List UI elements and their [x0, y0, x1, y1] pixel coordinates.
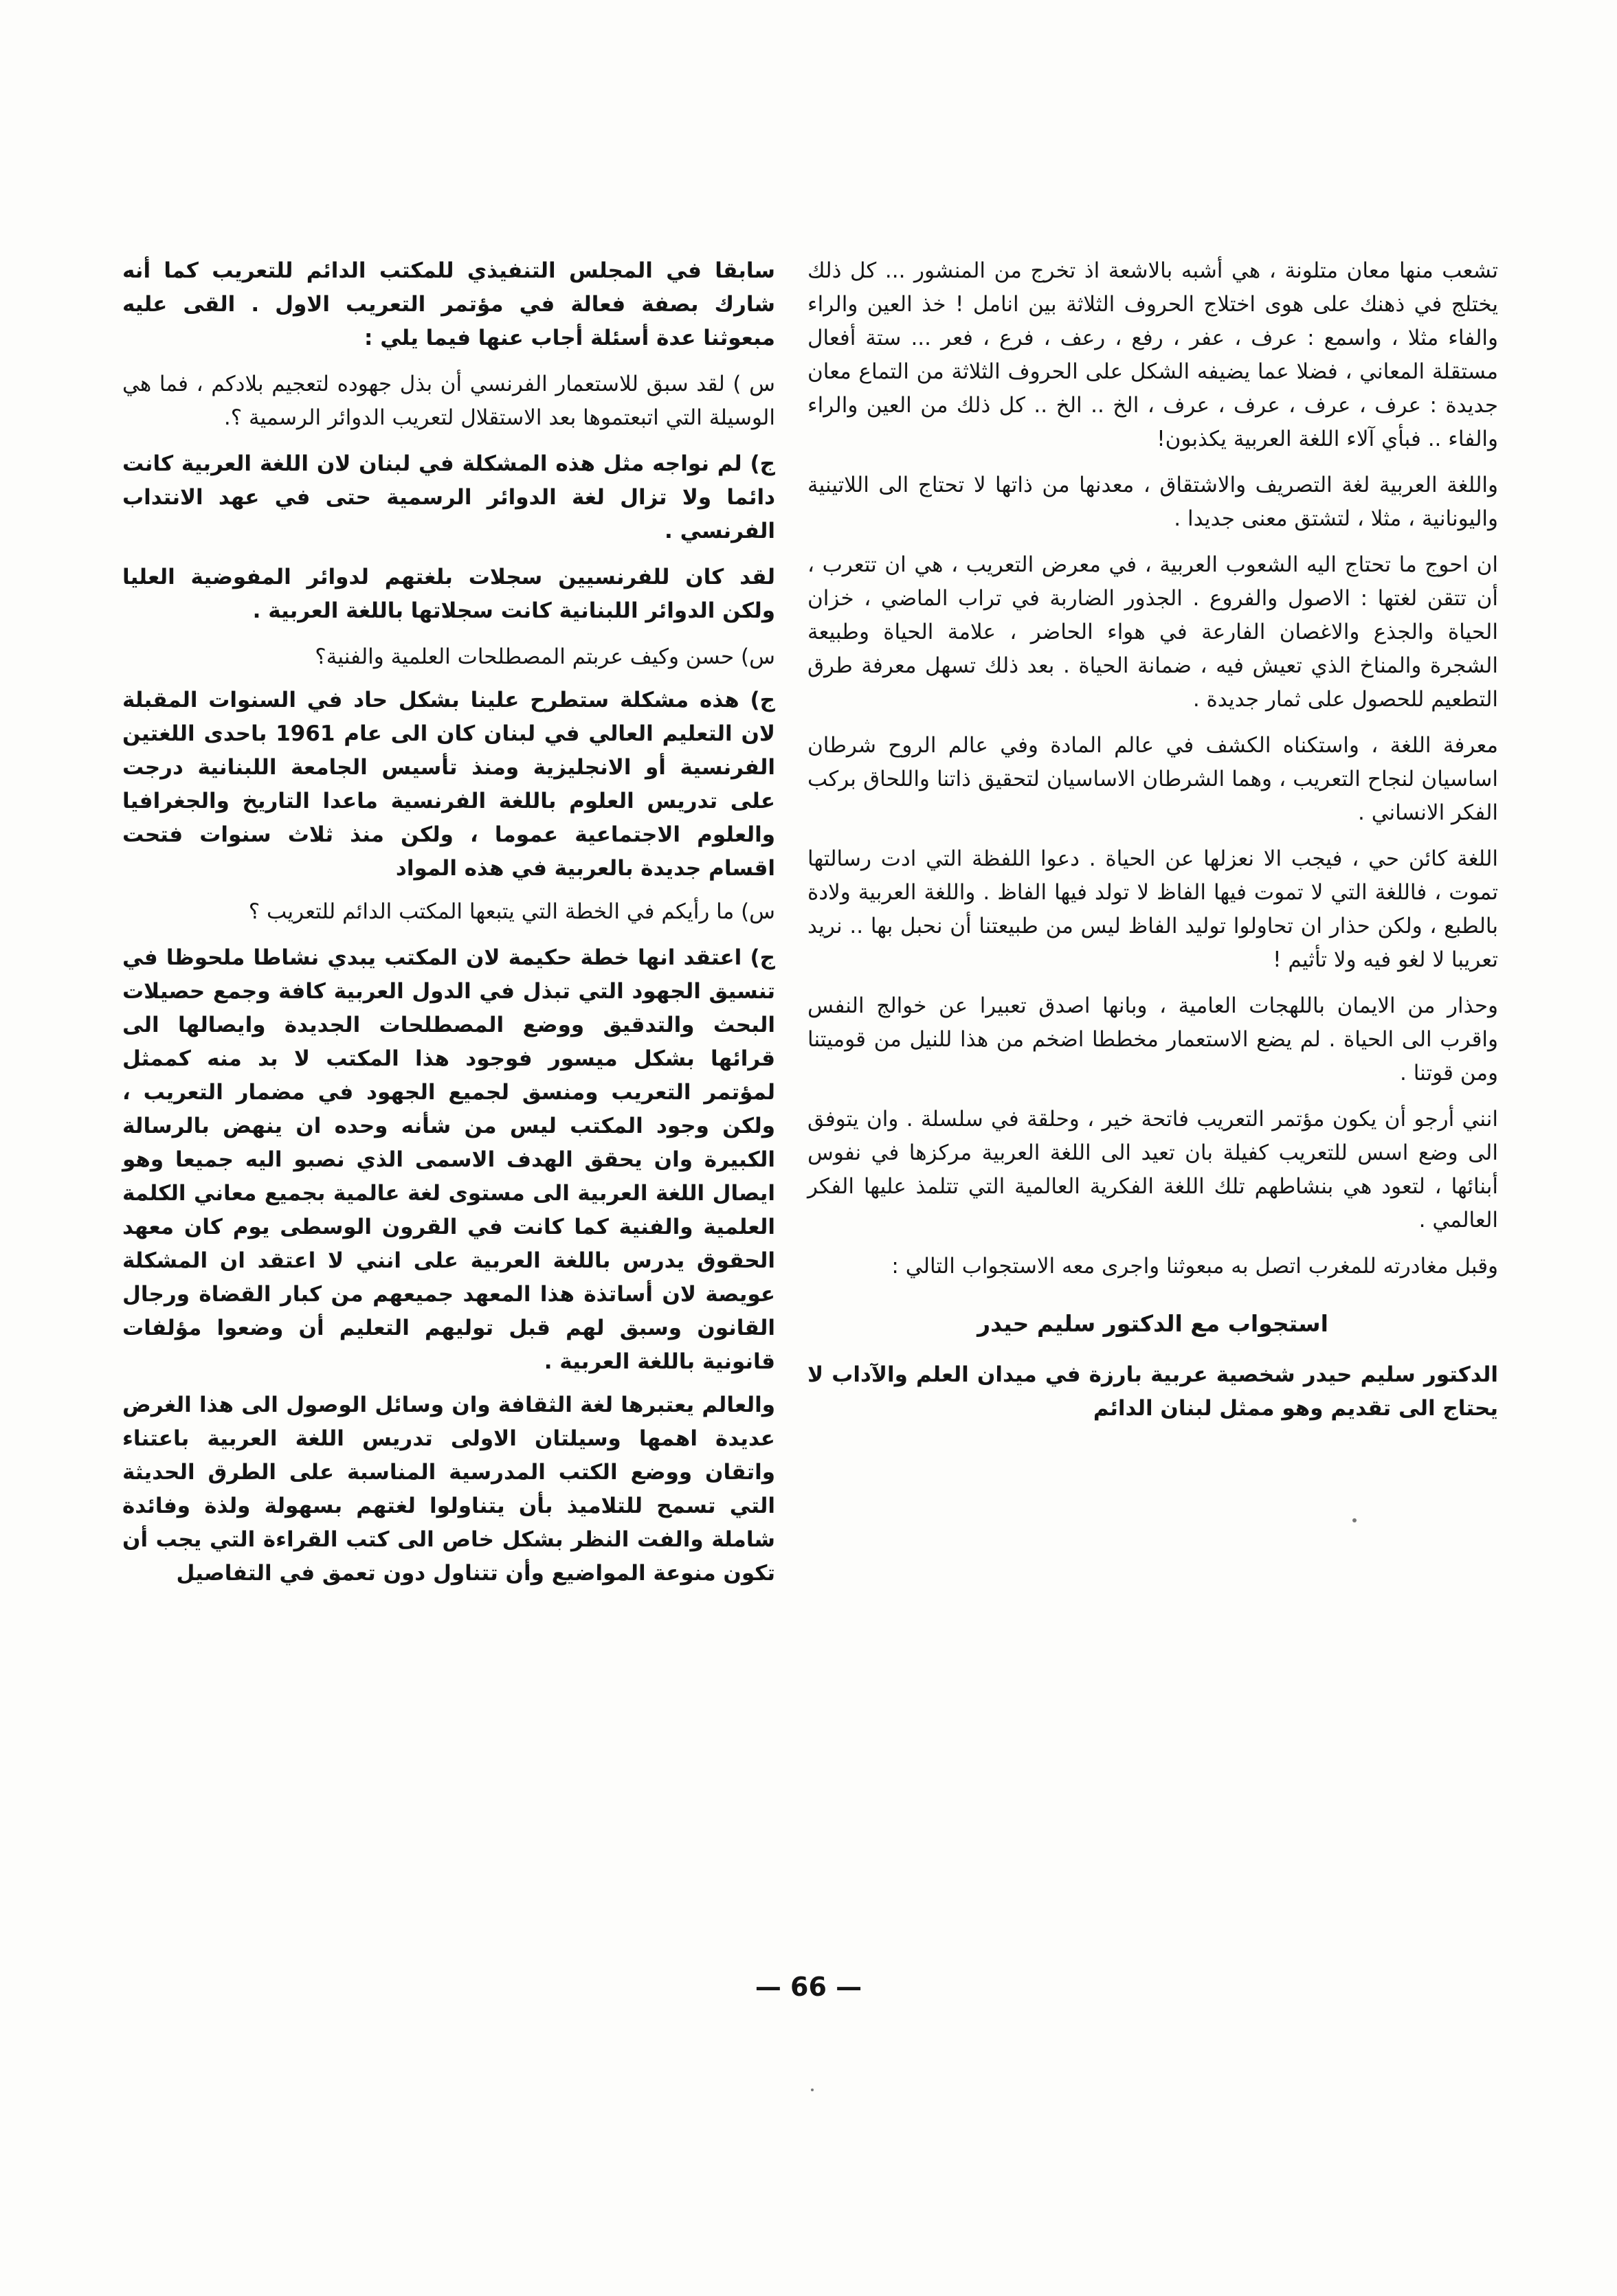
- question: س ) لقد سبق للاستعمار الفرنسي أن بذل جهوده لتعجيم بلادكم ، فما هي الوسيلة التي اتبعتموها بعد الاستقلال لتعريب الدوائر الرسمية ؟.: [122, 372, 775, 430]
- paragraph: اللغة كائن حي ، فيجب الا نعزلها عن الحياة . دعوا اللفظة التي ادت رسالتها تموت ، فاللغة التي لا تموت فيها الفاظ لا تولد فيها الفاظ . واللغة العربية ولادة بالطبع ، ولكن حذار ان تحاولوا توليد الفاظ ليس من طبيعتنا أن نحبل بها .. نريد تعريبا لا لغو فيه ولا تأثيم !: [807, 846, 1498, 972]
- paragraph: انني أرجو أن يكون مؤتمر التعريب فاتحة خير ، وحلقة في سلسلة . وان يتوفق الى وضع اسس للتعريب كفيلة بان تعيد الى اللغة العربية مركزها في نفوس أبنائها ، لتعود هي بنشاطهم تلك اللغة الفكرية العالمية التي تتلمذ عليها الفكر العالمي .: [807, 1107, 1498, 1233]
- question: س) حسن وكيف عربتم المصطلحات العلمية والفنية؟: [315, 644, 775, 669]
- interview-intro-continued: سابقا في المجلس التنفيذي للمكتب الدائم للتعريب كما أنه شارك بصفة فعالة في مؤتمر التعريب الاول . القى عليه مبعوثنا عدة أسئلة أجاب عنها فيما يلي :: [122, 258, 775, 350]
- paragraph: معرفة اللغة ، واستكناه الكشف في عالم المادة وفي عالم الروح شرطان اساسيان لنجاح التعريب ، وهما الشرطان الاساسيان لتحقيق ذاتنا واللحاق بركب الفكر الانساني .: [807, 733, 1498, 825]
- paragraph: وحذار من الايمان باللهجات العامية ، وبانها اصدق تعبيرا عن خوالج النفس واقرب الى الحياة . لم يضع الاستعمار مخططا اضخم من هذا للنيل من قوميتنا ومن قوتنا .: [807, 993, 1498, 1085]
- scan-speck: [1352, 1518, 1357, 1522]
- right-column: [807, 254, 1498, 1435]
- left-column: [122, 254, 775, 1600]
- answer: ج) هذه مشكلة ستطرح علينا بشكل حاد في السنوات المقبلة لان التعليم العالي في لبنان كان الى عام 1961 باحدى اللغتين الفرنسية أو الانجليزية ومنذ تأسيس الجامعة اللبنانية درجت على تدريس العلوم باللغة الفرنسية ماعدا التاريخ والجغرافيا والعلوم الاجتماعية عموما ، ولكن منذ ثلاث سنوات فتحت اقسام جديدة بالعربية في هذه المواد: [122, 688, 775, 881]
- answer: ج) اعتقد انها خطة حكيمة لان المكتب يبدي نشاطا ملحوظا في تنسيق الجهود التي تبذل في الدول العربية كافة وجمع حصيلات البحث والتدقيق ووضع المصطلحات الجديدة وايصالها الى قرائها بشكل ميسور فوجود هذا المكتب لا بد منه كممثل لمؤتمر التعريب ومنسق لجميع الجهود في مضمار التعريب ، ولكن وجود المكتب ليس من شأنه وحده ان ينهض بالرسالة الكبيرة وان يحقق الهدف الاسمى الذي نصبو اليه جميعا وهو ايصال اللغة العربية الى مستوى لغة عالمية بجميع معاني الكلمة العلمية والفنية كما كانت في القرون الوسطى يوم كان معهد الحقوق يدرس باللغة العربية على انني لا اعتقد ان المشكلة عويصة لان أساتذة هذا المعهد جميعهم من كبار القضاة ورجال القانون وسبق لهم قبل توليهم التعليم أن وضعوا مؤلفات قانونية باللغة العربية .: [122, 945, 775, 1374]
- answer: والعالم يعتبرها لغة الثقافة وان وسائل الوصول الى هذا الغرض عديدة اهمها وسيلتان الاولى تدريس اللغة العربية باعتناء واتقان ووضع الكتب المدرسية المناسبة على الطرق الحديثة التي تسمح للتلاميذ بأن يتناولوا لغتهم بسهولة ولذة وفائدة شاملة والفت النظر بشكل خاص الى كتب القراءة التي يجب أن تكون منوعة المواضيع وأن تتناول دون تعمق في التفاصيل: [122, 1393, 775, 1586]
- question: س) ما رأيكم في الخطة التي يتبعها المكتب الدائم للتعريب ؟: [248, 899, 775, 924]
- paragraph: واللغة العربية لغة التصريف والاشتقاق ، معدنها من ذاتها لا تحتاج الى اللاتينية واليونانية ، مثلا ، لتشتق معنى جديدا .: [807, 473, 1498, 531]
- paragraph: ان احوج ما تحتاج اليه الشعوب العربية ، في معرض التعريب ، هي ان تتعرب ، أن تتقن لغتها : الاصول والفروع . الجذور الضاربة في تراب الماضي ، خزان الحياة والجذع والاغصان الفارعة في هواء الحاضر ، علامة الحياة وطبيعة الشجرة والمناخ الذي تعيش فيه ، ضمانة الحياة . بعد ذلك تسهل معرفة طرق التطعيم للحصول على ثمار جديدة .: [807, 552, 1498, 712]
- paragraph: تشعب منها معان متلونة ، هي أشبه بالاشعة اذ تخرج من المنشور ... كل ذلك يختلج في ذهنك على هوى اختلاج الحروف الثلاثة بين انامل ! خذ العين والراء والفاء مثلا ، واسمع : عرف ، عفر ، رفع ، رعف ، فرع ، فعر ... ستة أفعال مستقلة المعاني ، فضلا عما يضيفه الشكل على الحروف الثلاثة من التماع معان جديدة : عرف ، عرف ، عرف ، عرف ، الخ .. الخ .. كل ذلك من العين والراء والفاء .. فبأي آلاء اللغة العربية يكذبون!: [807, 258, 1498, 451]
- page-number: — 66 —: [755, 1972, 862, 2002]
- interview-heading: استجواب مع الدكتور سليم حيدر: [977, 1310, 1328, 1337]
- scan-speck: [811, 2089, 814, 2091]
- paragraph: وقبل مغادرته للمغرب اتصل به مبعوثنا واجرى معه الاستجواب التالي :: [891, 1254, 1498, 1279]
- interview-intro: الدكتور سليم حيدر شخصية عربية بارزة في ميدان العلم والآداب لا يحتاج الى تقديم وهو ممثل لبنان الدائم: [807, 1362, 1498, 1421]
- answer: لقد كان للفرنسيين سجلات بلغتهم لدوائر المفوضية العليا ولكن الدوائر اللبنانية كانت سجلاتها باللغة العربية .: [122, 565, 775, 623]
- answer: ج) لم نواجه مثل هذه المشكلة في لبنان لان اللغة العربية كانت دائما ولا تزال لغة الدوائر الرسمية حتى في عهد الانتداب الفرنسي .: [122, 451, 775, 543]
